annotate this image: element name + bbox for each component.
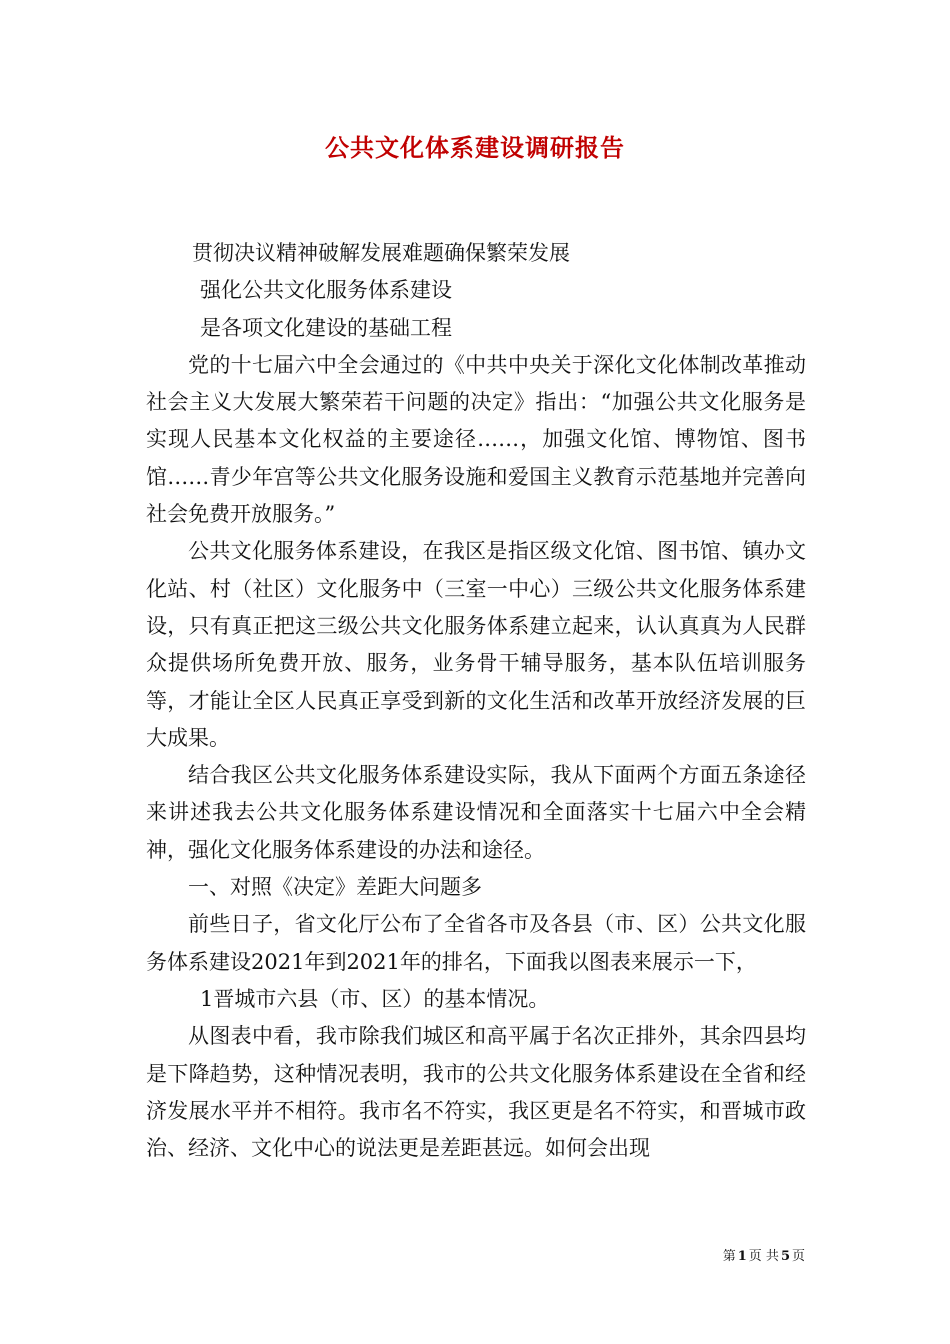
total-pages-number: 5 [780, 1249, 790, 1264]
paragraph: 党的十七届六中全会通过的《中共中央关于深化文化体制改革推动社会主义大发展大繁荣若干问题的决定》指出：“加强公共文化服务是实现人民基本文化权益的主要途径……，加强文化馆、博物馆、图书馆……青少年宫等公共文化服务设施和爱国主义教育示范基地并完善向社会免费开放服务。” [146, 352, 806, 527]
footer-middle: 页 共 [748, 1249, 779, 1264]
paragraph: 结合我区公共文化服务体系建设实际，我从下面两个方面五条途径来讲述我去公共文化服务体系建设情况和全面落实十七届六中全会精神，强化文化服务体系建设的办法和途径。 [146, 763, 806, 862]
paragraph: 从图表中看，我市除我们城区和高平属于名次正排外，其余四县均是下降趋势，这种情况表明，我市的公共文化服务体系建设在全省和经济发展水平并不相符。我市名不符实，我区更是名不符实，和晋城市政治、经济、文化中心的说法更是差距甚远。如何会出现 [146, 1024, 806, 1161]
paragraph: 贯彻决议精神破解发展难题确保繁荣发展 [192, 241, 570, 265]
paragraph: 强化公共文化服务体系建设 [200, 278, 452, 303]
paragraph: 1晋城市六县（市、区）的基本情况。 [200, 986, 550, 1011]
page-footer [723, 1247, 805, 1267]
page-title: 公共文化体系建设调研报告 [325, 133, 625, 162]
paragraph: 前些日子，省文化厅公布了全省各市及各县（市、区）公共文化服务体系建设2021年到2021年的排名，下面我以图表来展示一下， [146, 912, 806, 974]
footer-suffix: 页 [791, 1249, 805, 1264]
section-heading: 一、对照《决定》差距大问题多 [188, 875, 482, 900]
footer-prefix: 第 [722, 1249, 736, 1264]
document-body [146, 235, 806, 1167]
paragraph: 是各项文化建设的基础工程 [200, 315, 452, 340]
current-page-number: 1 [737, 1249, 747, 1264]
paragraph: 公共文化服务体系建设，在我区是指区级文化馆、图书馆、镇办文化站、村（社区）文化服务中（三室一中心）三级公共文化服务体系建设，只有真正把这三级公共文化服务体系建立起来，认认真真为人民群众提供场所免费开放、服务，业务骨干辅导服务，基本队伍培训服务等，才能让全区人民真正享受到新的文化生活和改革开放经济发展的巨大成果。 [146, 539, 806, 750]
